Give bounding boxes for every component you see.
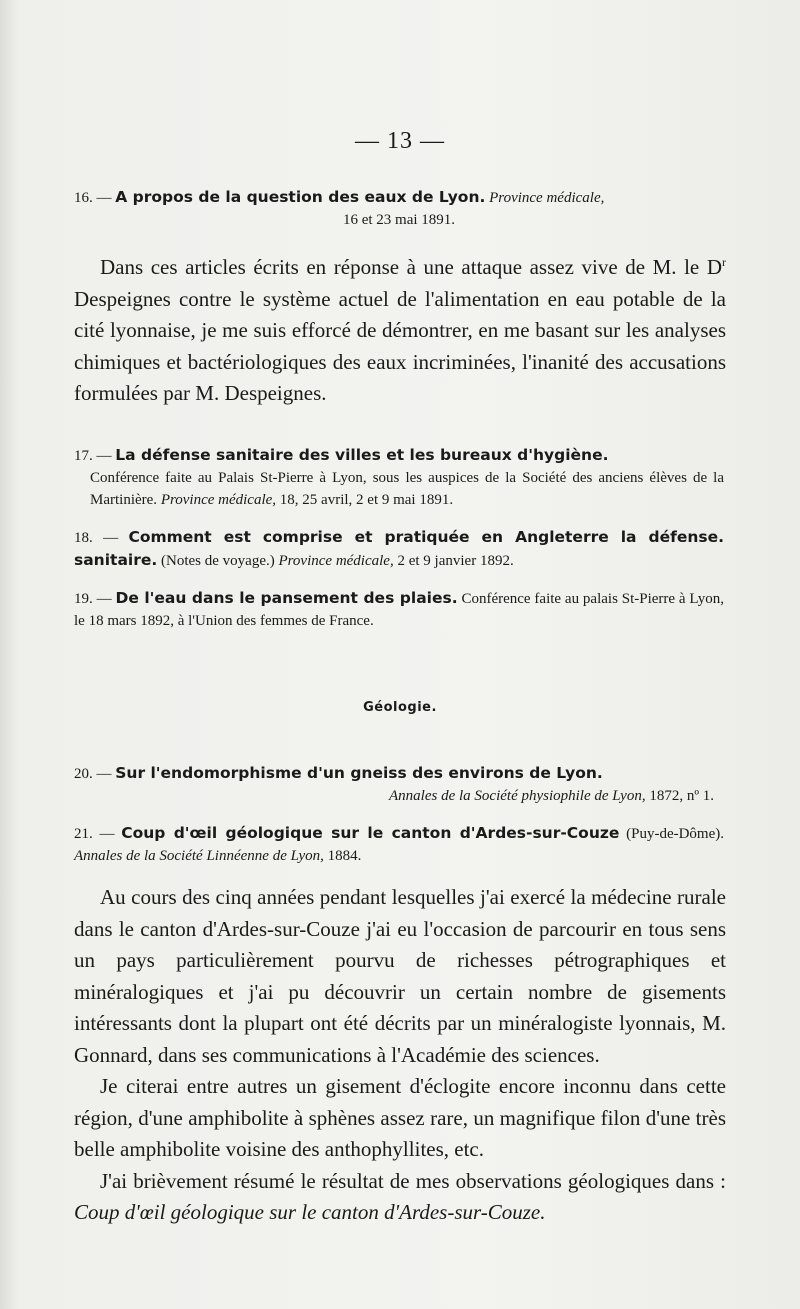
entry-title: De l'eau dans le pansement des plaies. xyxy=(115,589,458,607)
paragraph-21-3 xyxy=(74,1166,726,1229)
entry-title: Comment est comprise et pratiquée en Angleterre la défense. sanitaire. xyxy=(74,528,725,569)
bibliography-entry-20 xyxy=(74,762,724,807)
entry-number: 20. — xyxy=(74,766,112,782)
entry-source: Province médicale, xyxy=(489,190,605,206)
bibliography-entry-18 xyxy=(74,526,724,572)
paragraph-21 xyxy=(74,882,726,1229)
entry-source: Province médicale, xyxy=(278,553,394,569)
entry-date: 16 et 23 mai 1891. xyxy=(342,212,456,228)
entry-source: Province médicale, xyxy=(160,492,277,508)
bibliography-entry-19 xyxy=(74,587,724,632)
entry-title: A propos de la question des eaux de Lyon. xyxy=(115,188,486,206)
entry-date: 2 et 9 janvier 1892. xyxy=(397,553,514,569)
page-number: — 13 — xyxy=(355,128,445,154)
entry-note: (Notes de voyage.) xyxy=(161,553,275,569)
entry-source: Annales de la Société physiophile de Lyon, xyxy=(389,788,646,804)
paragraph-21-2: Je citerai entre autres un gisement d'éclogite encore inconnu dans cette région, d'une amphibolite à sphènes assez rare, un magnifique filon d'une très belle amphibolite voisine des anthophyllites, etc. xyxy=(74,1074,726,1161)
bibliography-entry-16 xyxy=(74,186,724,231)
paragraph-21-1: Au cours des cinq années pendant lesquelles j'ai exercé la médecine rurale dans le canton d'Ardes-sur-Couze j'ai eu l'occasion de parcourir en tous sens un pays particulièrement pourvu de richesses pétrographiques et minéralogiques et j'ai pu découvrir un certain nombre de gisements intéressants dont la plupart ont été décrits par un minéralogiste lyonnais, M. Gonnard, dans ses communications à l'Académie des sciences. xyxy=(74,885,726,1067)
entry-title: La défense sanitaire des villes et les bureaux d'hygiène. xyxy=(115,446,609,464)
bibliography-entry-21 xyxy=(74,822,724,867)
entry-note: Conférence faite au Palais St-Pierre à Lyon, sous les auspices de la Société des anciens élèves de la Martinière. xyxy=(90,470,724,508)
entry-number: 21. — xyxy=(74,826,115,842)
final-paragraph-italic: Coup d'œil géologique sur le canton d'Ardes-sur-Couze. xyxy=(74,1200,546,1224)
entry-note: (Puy-de-Dôme). xyxy=(626,826,724,842)
paragraph-16-sup: r xyxy=(722,255,726,269)
entry-note: Conférence faite au palais St-Pierre à Lyon, le 18 mars 1892, à l'Union des femmes de France. xyxy=(74,591,725,629)
entry-number: 19. — xyxy=(74,591,112,607)
entry-date: 1884. xyxy=(327,848,362,864)
bibliography-entry-17 xyxy=(74,444,724,511)
entry-number: 18. — xyxy=(74,530,119,546)
paragraph-16 xyxy=(74,252,726,410)
entry-title: Sur l'endomorphisme d'un gneiss des environs de Lyon. xyxy=(115,764,603,782)
entry-source: Annales de la Société Linnéenne de Lyon, xyxy=(74,848,324,864)
entry-date: 1872, nº 1. xyxy=(649,788,714,804)
section-heading-geologie: Géologie. xyxy=(363,700,437,715)
entry-title: Coup d'œil géologique sur le canton d'Ardes-sur-Couze xyxy=(121,824,620,842)
final-paragraph-text: J'ai brièvement résumé le résultat de mes observations géologiques dans : xyxy=(100,1168,726,1193)
paragraph-16-part1: Dans ces articles écrits en réponse à une attaque assez vive de M. le D xyxy=(100,255,722,279)
entry-number: 17. — xyxy=(74,448,112,464)
entry-date: 18, 25 avril, 2 et 9 mai 1891. xyxy=(279,492,454,508)
entry-number: 16. — xyxy=(74,190,112,206)
paragraph-16-part2: Despeignes contre le système actuel de l'alimentation en eau potable de la cité lyonnaise, je me suis efforcé de démontrer, en me basant sur les analyses chimiques et bactériologiques des eaux incriminées, l'inanité des accusations formulées par M. Despeignes. xyxy=(74,286,726,405)
